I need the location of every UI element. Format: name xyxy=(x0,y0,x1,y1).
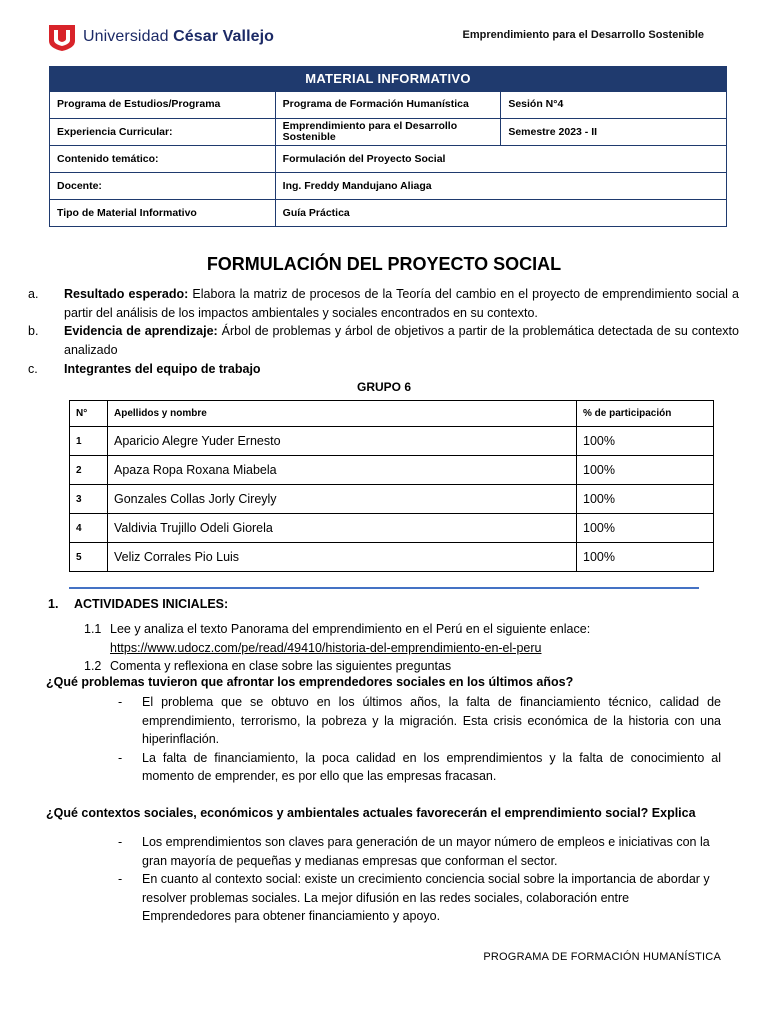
university-logo xyxy=(48,22,274,52)
info-row-experience xyxy=(50,119,727,146)
info-cell: Docente: xyxy=(50,173,276,200)
activity-1-2: 1.2 Comenta y reflexiona en clase sobre las siguientes preguntas xyxy=(84,659,452,673)
info-row-teacher xyxy=(50,173,727,200)
info-row-material-type xyxy=(50,200,727,227)
info-cell: Guía Práctica xyxy=(275,200,726,227)
table-row xyxy=(70,427,714,456)
participation: 100% xyxy=(577,456,714,485)
table-row xyxy=(70,485,714,514)
page-footer: PROGRAMA DE FORMACIÓN HUMANÍSTICA xyxy=(483,951,721,963)
university-name: Universidad César Vallejo xyxy=(83,28,275,45)
section-divider xyxy=(69,587,699,589)
info-cell: Emprendimiento para el Desarrollo Sostenible xyxy=(275,119,501,146)
question-2: ¿Qué contextos sociales, económicos y ambientales actuales favorecerán el emprendimiento social? Explica xyxy=(46,806,696,820)
list-item: - La falta de financiamiento, la poca calidad en los emprendimientos y la falta de conocimiento al momento de emprender, es por ello que las empresas fracasan. xyxy=(118,750,721,783)
column-header-name: Apellidos y nombre xyxy=(108,401,577,427)
group-table-header xyxy=(70,401,714,427)
item-team-members: c. Integrantes del equipo de trabajo xyxy=(28,362,261,376)
material-info-table xyxy=(49,66,727,227)
participation: 100% xyxy=(577,485,714,514)
item-expected-result: a. Resultado esperado: Elabora la matriz de procesos de la Teoría del cambio en el proyecto de emprendimiento social a partir del análisis de los impactos ambientales y sociales encontrados en su contexto. xyxy=(28,287,739,320)
info-cell: Formulación del Proyecto Social xyxy=(275,146,726,173)
member-name: Veliz Corrales Pio Luis xyxy=(108,543,577,572)
ucv-shield-icon xyxy=(48,22,76,52)
info-cell: Programa de Formación Humanística xyxy=(275,92,501,119)
list-item: - En cuanto al contexto social: existe un crecimiento conciencia social sobre la importancia de abordar y resolver problemas sociales. La mejor difusión en las redes sociales, colaboración entre Emprendedores para obtener financiamiento y apoyo. xyxy=(118,872,710,923)
info-cell: Experiencia Curricular: xyxy=(50,119,276,146)
member-name: Aparicio Alegre Yuder Ernesto xyxy=(108,427,577,456)
answers-1-list xyxy=(118,693,721,786)
participation: 100% xyxy=(577,543,714,572)
list-item: - Los emprendimientos son claves para generación de un mayor número de empleos e iniciativas con la gran mayoría de pequeñas y medianas empresas que conforman el sector. xyxy=(118,835,710,868)
row-number: 2 xyxy=(70,456,108,485)
column-header-number: N° xyxy=(70,401,108,427)
document-title: FORMULACIÓN DEL PROYECTO SOCIAL xyxy=(206,254,562,274)
list-item: - El problema que se obtuvo en los últimos años, la falta de financiamiento técnico, calidad de emprendimiento, terrorismo, la pobreza y la migración. Esta crisis económica de la historia con una hiperinflación. xyxy=(118,695,721,746)
question-1: ¿Qué problemas tuvieron que afrontar los emprendedores sociales en los últimos años? xyxy=(46,675,574,689)
table-row xyxy=(70,543,714,572)
info-cell: Sesión N°4 xyxy=(501,92,727,119)
activity-1-1: 1.1 Lee y analiza el texto Panorama del emprendimiento en el Perú en el siguiente enlace: https://www.udocz.com/pe/read/49410/historia-del-emprendimiento-en-el-peru xyxy=(84,622,591,655)
row-number: 3 xyxy=(70,485,108,514)
info-cell: Programa de Estudios/Programa xyxy=(50,92,276,119)
group-title: GRUPO 6 xyxy=(356,380,411,394)
row-number: 1 xyxy=(70,427,108,456)
table-row xyxy=(70,514,714,543)
activities-heading: 1. ACTIVIDADES INICIALES: xyxy=(48,597,229,611)
table-row xyxy=(70,456,714,485)
row-number: 5 xyxy=(70,543,108,572)
member-name: Valdivia Trujillo Odeli Giorela xyxy=(108,514,577,543)
info-cell: Contenido temático: xyxy=(50,146,276,173)
info-cell: Semestre 2023 - II xyxy=(501,119,727,146)
info-cell: Tipo de Material Informativo xyxy=(50,200,276,227)
answers-2-list xyxy=(118,833,721,926)
info-row-program xyxy=(50,92,727,119)
info-table-title: MATERIAL INFORMATIVO xyxy=(50,67,727,92)
member-name: Apaza Ropa Roxana Miabela xyxy=(108,456,577,485)
member-name: Gonzales Collas Jorly Cireyly xyxy=(108,485,577,514)
course-header-title: Emprendimiento para el Desarrollo Sostenible xyxy=(462,29,704,41)
group-members-table xyxy=(69,400,714,572)
info-cell: Ing. Freddy Mandujano Aliaga xyxy=(275,173,726,200)
info-table-title-row xyxy=(50,67,727,92)
row-number: 4 xyxy=(70,514,108,543)
column-header-participation: % de participación xyxy=(577,401,714,427)
participation: 100% xyxy=(577,427,714,456)
info-row-content xyxy=(50,146,727,173)
udocz-link[interactable]: https://www.udocz.com/pe/read/49410/historia-del-emprendimiento-en-el-peru xyxy=(110,640,542,655)
item-learning-evidence: b. Evidencia de aprendizaje: Árbol de problemas y árbol de objetivos a partir de la problemática detectada de su contexto analizado xyxy=(28,324,739,357)
participation: 100% xyxy=(577,514,714,543)
